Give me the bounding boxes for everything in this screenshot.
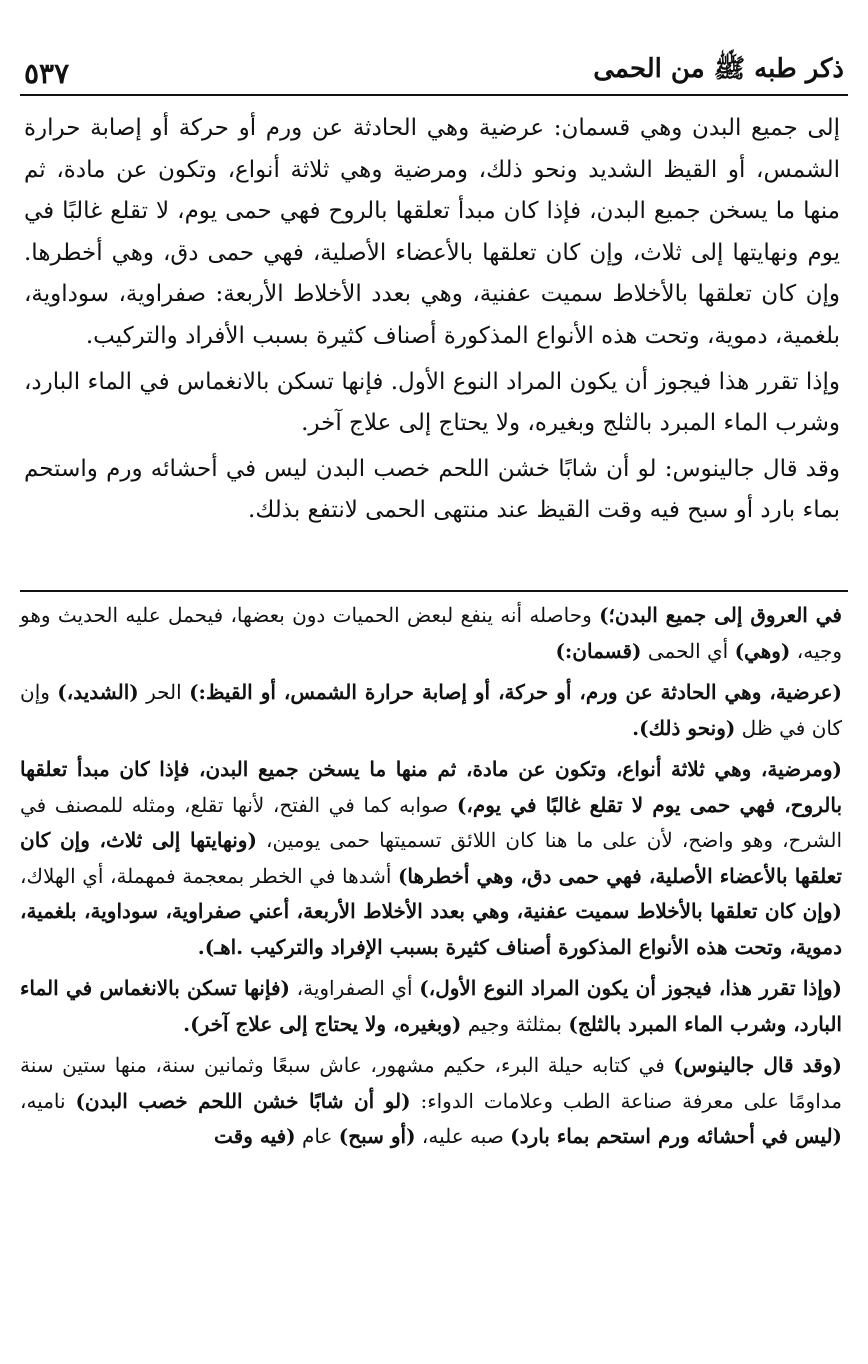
- header-rule: [20, 94, 848, 96]
- quoted-text: (قسمان:): [555, 638, 642, 663]
- footnote-separator: [20, 590, 848, 592]
- main-paragraph: وقد قال جالينوس: لو أن شابًا خشن اللحم خصب البدن ليس في أحشائه ورم واستحم بماء بارد أو سبح فيه وقت القيظ عند منتهى الحمى لانتفع بذلك.: [24, 455, 840, 524]
- quoted-text: (فيه وقت: [214, 1124, 296, 1148]
- quoted-text: (لو أن شابًا خشن اللحم خصب البدن): [75, 1088, 411, 1113]
- quoted-text: (وإذا تقرر هذا، فيجوز أن يكون المراد النوع الأول،): [419, 976, 843, 1000]
- quoted-text: (أو سبح): [338, 1124, 416, 1148]
- quoted-text: (الشديد،): [57, 680, 139, 704]
- commentary-gloss: الحر: [138, 680, 190, 704]
- quoted-text: (عرضية، وهي الحادثة عن ورم، أو حركة، أو إصابة حرارة الشمس، أو القيظ:): [189, 680, 842, 704]
- running-title: ذكر طبه ﷺ من الحمى: [593, 54, 844, 84]
- commentary-gloss: أي الصفراوية،: [290, 976, 420, 1000]
- quoted-text: (ونحو ذلك).: [632, 715, 736, 740]
- commentary-gloss: أي الحمى: [641, 638, 735, 663]
- quoted-text: (ونهايتها إلى ثلاث، وإن كان تعلقها بالأعضاء الأصلية، فهي حمى دق، وهي أخطرها): [20, 828, 842, 888]
- commentary-gloss: وحاصله أنه ينفع لبعض الحميات دون بعضها، فيحمل عليه الحديث وهو وجيه،: [20, 603, 842, 663]
- commentary-text: [20, 598, 842, 1155]
- quoted-text: (ومرضية، وهي ثلاثة أنواع، وتكون عن مادة، ثم منها ما يسخن جميع البدن، فإذا كان مبدأ تعلقها بالروح، فهي حمى يوم لا تقلع غالبًا في يوم،): [20, 757, 843, 817]
- quoted-text: (وبغيره، ولا يحتاج إلى علاج آخر).: [183, 1011, 462, 1036]
- commentary-gloss: وإن كان في ظل: [20, 680, 842, 740]
- commentary-paragraph: [20, 675, 842, 746]
- commentary-gloss: ناميه،: [20, 1088, 76, 1113]
- commentary-gloss: بمثلثة وجيم: [461, 1011, 569, 1036]
- commentary-gloss: عام: [295, 1124, 339, 1148]
- quoted-text: (ليس في أحشائه ورم استحم بماء بارد): [510, 1124, 842, 1148]
- main-paragraph: إلى جميع البدن وهي قسمان: عرضية وهي الحادثة عن ورم أو حركة أو إصابة حرارة الشمس، أو القيظ الشديد ونحو ذلك، ومرضية وهي ثلاثة أنواع، وتكون عن مادة، ثم منها ما يسخن جميع البدن، فإذا كان مبدأ تعلقها بالروح فهي حمى يوم، لا تقلع غالبًا في يوم ونهايتها إلى ثلاث، وإن كان تعلقها بالأعضاء الأصلية، فهي حمى دق، وهي أخطرها. وإن كان تعلقها بالأخلاط سميت عفنية، وهي بعدد الأخلاط الأربعة: صفراوية، سوداوية، بلغمية، دموية، وتحت هذه الأنواع المذكورة أصناف كثيرة بسبب الأفراد والتركيب.: [24, 115, 840, 349]
- quoted-text: (فإنها تسكن بالانغماس في الماء البارد، وشرب الماء المبرد بالثلج): [20, 976, 842, 1036]
- quoted-text: (وقد قال جالينوس): [673, 1053, 842, 1077]
- commentary-paragraph: [20, 1048, 842, 1155]
- commentary-gloss: صوابه كما في الفتح، لأنها تقلع، ومثله للمصنف في الشرح، وهو واضح، لأن على ما هنا كان اللائق تسميتها حمى يومين،: [20, 792, 842, 852]
- quoted-text: في العروق إلى جميع البدن؛): [599, 603, 842, 627]
- page-header: [24, 44, 844, 90]
- main-paragraph: وإذا تقرر هذا فيجوز أن يكون المراد النوع الأول. فإنها تسكن بالانغماس في الماء البارد، وشرب الماء المبرد بالثلج وبغيره، ولا يحتاج إلى علاج آخر.: [24, 368, 840, 437]
- commentary-gloss: أشدها في الخطر بمعجمة فمهملة، أي الهلاك،: [20, 863, 398, 888]
- commentary-paragraph: [20, 971, 842, 1042]
- quoted-text: (وهي): [734, 638, 791, 663]
- page-number: ٥٣٧: [24, 57, 70, 90]
- quoted-text: (وإن كان تعلقها بالأخلاط سميت عفنية، وهي بعدد الأخلاط الأربعة، أعني صفراوية، سوداوية، بلغمية، دموية، وتحت هذه الأنواع المذكورة أصناف كثيرة بسبب الإفراد والتركيب .اهـ).: [20, 899, 842, 959]
- commentary-paragraph: [20, 752, 842, 965]
- commentary-gloss: صبه عليه،: [415, 1124, 511, 1148]
- main-text: [24, 108, 840, 532]
- commentary-paragraph: [20, 598, 842, 669]
- commentary-gloss: في كتابه حيلة البرء، حكيم مشهور، عاش سبعًا وثمانين سنة، منها ستين سنة مداومًا على معرفة صناعة الطب وعلامات الدواء:: [20, 1053, 842, 1113]
